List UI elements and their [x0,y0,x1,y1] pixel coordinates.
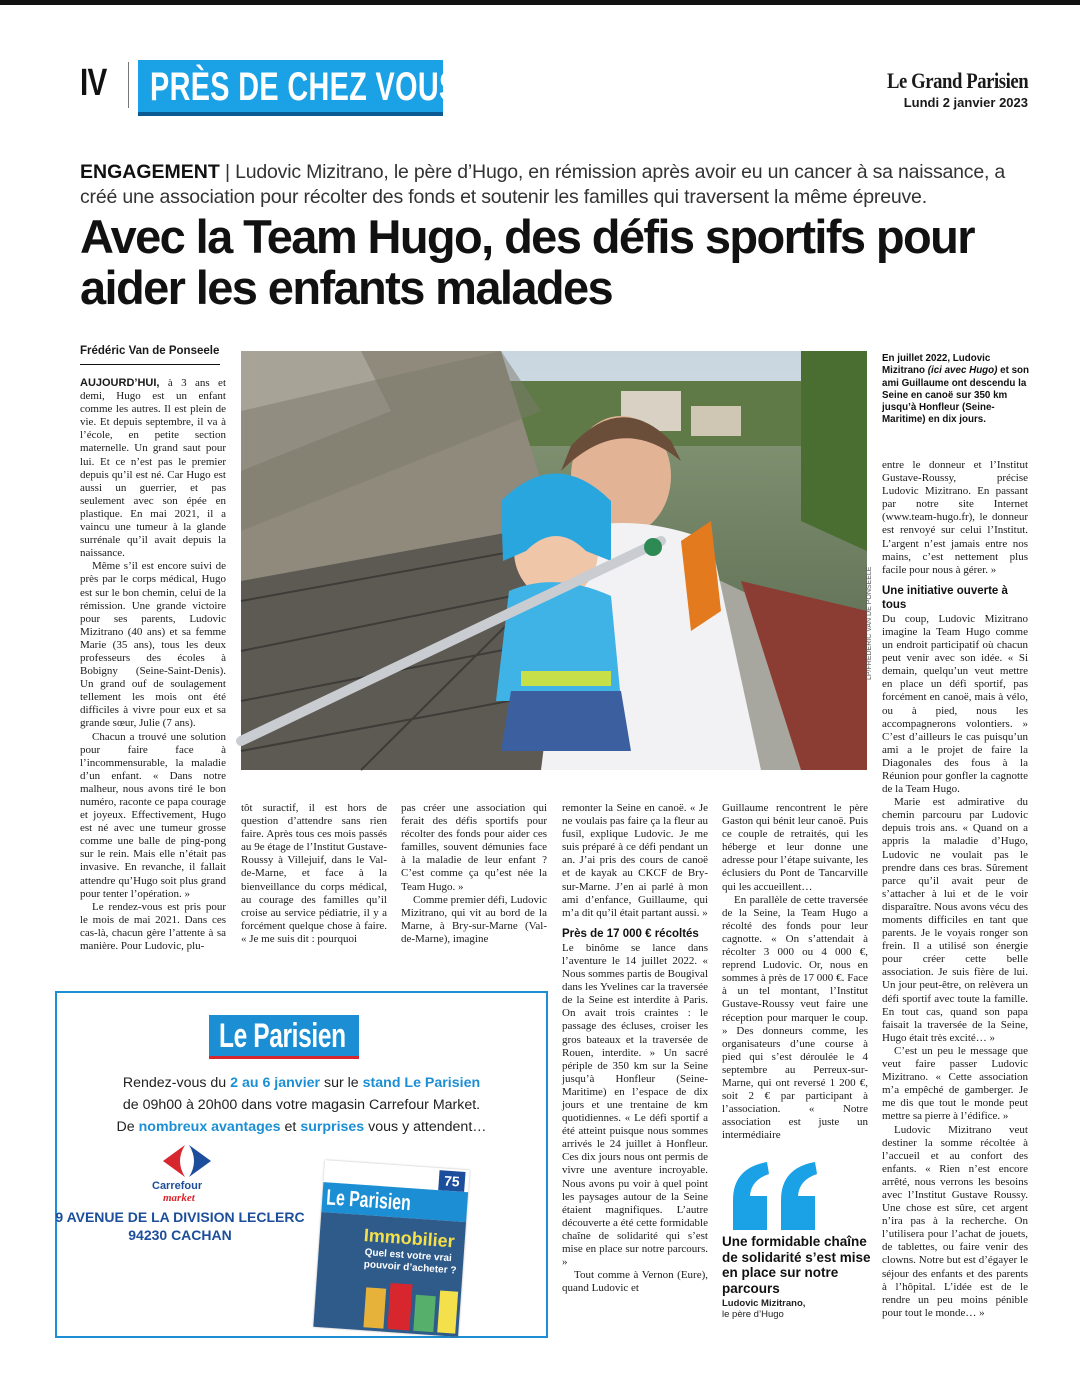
quote-mark-icon [725,1160,825,1230]
article-kicker [80,160,1040,210]
paragraph: Même s’il est encore suivi de près par le corps médical, Hugo est sur le bon chemin, celui de la rémission. Une grande victoire pour ses parents, Ludovic Mizitrano (40 ans) et sa femme Marie (35 ans), tous les deux professeurs des écoles à Bobigny (Seine-Saint-Denis). Un grand ouf de soulagement tellement les mois ont été difficiles à vivre pour eux et sa grande sœur, Julie (7 ans). [80,560,226,730]
paragraph: Tout comme à Vernon (Eure), quand Ludovic et [562,1269,708,1295]
column-4 [562,802,708,1324]
kicker-keyword: ENGAGEMENT [80,161,220,183]
ad-line-1: Rendez-vous du 2 au 6 janvier sur le stand Le Parisien [122,1075,481,1091]
carrefour-name: Carrefour [152,1180,203,1192]
section-title: PRÈS DE CHEZ VOUS [150,65,459,109]
paragraph: pas créer une association qui ferait des défis sportifs pour récolter des fonds pour aider ces familles, souvent démunies face à la maladie de leur enfant ? C’est comme ça qu’est née la Team Hugo. » [401,802,547,893]
paragraph: Marie est admirative du chemin parcouru par Ludovic depuis trois ans. « Quand on a appris la maladie d’Hugo, Ludovic ne voulait pas le prendre dans ces bras. Sûrement parce qu’il avait peur de s’attacher à lui et de le voir disparaître. Nous avons vécu des moments difficiles en tant que parents. Je le voyais ronger son frein. Il a utilisé son énergie pour créer cette belle association. Je suis fière de lui. Un jour peut-être, on relèvera un défi sportif avec toute la famille. En tout cas, quand son papa faisait la traversée de la Seine, Hugo était très excité… » [882,796,1028,1044]
store-address-line-2: 94230 CACHAN [128,1227,232,1243]
cover-headline: Immobilier [363,1225,456,1252]
paragraph: tôt suractif, il est hors de question d’attendre sans rien faire. Après tous ces mois passés au 9e étage de l’Institut Gustave-Roussy à Villejuif, dans le Val-de-Marne, et face à la bienveillance du corps médical, au courage des familles qu’il croise au service pédiatrie, il y a forcément quelque chose à faire. « Je me suis dit : pourquoi [241,802,387,945]
column-2 [241,802,387,954]
article-byline: Frédéric Van de Ponseele [80,345,220,365]
carrefour-advertisement[interactable] [55,991,548,1338]
paragraph: Guillaume rencontrent le père Gaston qui bénit leur canoë. Puis ce couple de retraités, qui les héberge et leur donne une adresse pour l’étape suivante, les éclusiers du Pont de Tancarville qui les accueillent… [722,802,868,893]
masthead [862,68,1028,110]
article-headline: Avec la Team Hugo, des défis sportifs pour aider les enfants malades [80,210,974,314]
store-address-line-1: 9 AVENUE DE LA DIVISION LECLERC [55,1209,305,1225]
column-3 [401,802,547,954]
newspaper-brand: Le Grand Parisien [886,68,1028,93]
paragraph: C’est un peu le message que veut faire passer Ludovic Mizitrano. « Cette association m’a empêché de gamberger. Je me dis que tout le monde peut mettre sa pierre à l’édifice. » [882,1044,1028,1123]
paragraph: AUJOURD’HUI, à 3 ans et demi, Hugo est un enfant comme les autres. Il est plein de vie. Et depuis septembre, il va à l’école, en petite section maternelle. Un grand saut pour lui. Et ce n’est pas le premier depuis qu’il est né. Car Hugo est aussi un guerrier, et pas seulement avec son épée en plastique. En mai 2021, il a vaincu une tumeur à la glande surrénale qu’il avait depuis la naissance. [80,377,226,560]
lead-word: AUJOURD’HUI, [80,377,160,389]
cover-price: 75 [438,1170,465,1192]
canoe-photo-illustration [241,351,867,770]
folio-separator [128,62,129,108]
ad-line-2: de 09h00 à 20h00 dans votre magasin Carrefour Market. [122,1097,481,1113]
le-parisien-logo: Le Parisien [209,1015,359,1059]
subhead-initiative: Une initiative ouverte à tous [882,584,1008,611]
paragraph: Le rendez-vous est pris pour le mois de mai 2021. Dans ces cas-là, chacun gère l’attente à sa manière. Pour Ludovic, plu- [80,900,226,953]
paragraph: Le binôme se lance dans l’aventure le 14 juillet 2022. « Nous sommes partis de Bougival dans les Yvelines car la traversée de la Seine est interdite à Paris. On avait trois craintes : le passage des écluses, croiser les gros bateaux et la traversée de Rouen, interdite. » Un sacré périple de 350 km sur la Seine jusqu’à Honfleur (Seine-Maritime) en l’espace de dix jours et une trentaine de km quotidiennes. « Le défi sportif a été atteint puisque nous sommes arrivés le 24 juillet à Honfleur. Ces dix jours nous ont permis de vivre une aventure incroyable. Nous avons pu voir à quel point les paysages autour de la Seine étaient magnifiques. L’autre découverte a été cette formidable chaîne de solidarité qui s’est mise en place sur notre parcours. » [562,941,708,1269]
column-6 [882,459,1028,1325]
kicker-text: | Ludovic Mizitrano, le père d’Hugo, en rémission après avoir eu un cancer à sa naissance, a créé une association pour récolter des fonds et soutenir les familles qui traversent la même épreuve. [80,161,1006,208]
column-5 [722,802,868,1142]
subhead-funds: Près de 17 000 € récoltés [562,927,699,940]
paragraph: Chacun a trouvé une solution pour faire face à l’incommensurable, la maladie d’un enfant. « Dans notre malheur, nous avons tiré le bon numéro, raconte ce papa courage et joyeux. Effectivement, Hugo est né avec une tumeur grosse comme une balle de ping-pong sur le rein. Mais elle n’était pas invasive. En revanche, il fallait attendre qu’Hugo soit plus grand pour tenter l’opération. » [80,730,226,900]
photo-caption: En juillet 2022, Ludovic Mizitrano (ici avec Hugo) et son ami Guillaume ont descendu la Seine en canoë sur 350 km jusqu’à Honfleur (Seine-Maritime) en dix jours. [882,353,1030,426]
paragraph: Comme premier défi, Ludovic Mizitrano, qui vit au bord de la Marne, à Bry-sur-Marne (Val-de-Marne), imagine [401,893,547,945]
carrefour-market: market [163,1192,195,1204]
pull-quote-author: Ludovic Mizitrano, le père d’Hugo [722,1298,806,1320]
article-photo [241,351,867,770]
ad-line-3: De nombreux avantages et surprises vous y attendent… [116,1119,487,1135]
paragraph: entre le donneur et l’Institut Gustave-Roussy, précise Ludovic Mizitrano. En passant par notre site Internet (www.team-hugo.fr), le donneur est renvoyé sur celui l’Institut. L’argent n’est jamais entre nos mains, c’est nettement plus facile pour nous à gérer. » [882,459,1028,576]
cover-title: Le Parisien [325,1184,412,1216]
section-banner [138,60,459,116]
top-rule [0,0,1080,5]
paragraph: remonter la Seine en canoë. « Je ne voulais pas faire ça la fleur au fusil, explique Ludovic. Je me suis préparé à ce défi pendant un an. J’ai pris des cours de canoë et de kayak au CKCF de Bry-sur-Marne. J’en ai parlé à mon ami d’enfance, Guillaume, qui m’a dit qu’il était partant aussi. » [562,802,708,919]
pull-quote-text: Une formidable chaîne de solidarité s’est mise en place sur notre parcours [722,1234,871,1296]
paragraph: En parallèle de cette traversée de la Seine, la Team Hugo a récolté des fonds pour leur cagnotte. « On s’attendait à récolter 3 000 ou 4 000 €, reprend Ludovic. Or, nous en sommes à près de 17 000 €. Face à un tel montant, l’Institut Gustave-Roussy veut faire une réception pour marquer le coup. » Des donneurs comme, les organisateurs d’une course à pied qui s’est déroulée le 4 septembre au Perreux-sur-Marne, qui ont reversé 1 200 €, soit 2 € par participant à l’association. « Notre association est juste un intermédiaire [722,893,868,1142]
cover-subheadline: Quel est votre vrai pouvoir d’acheter ? [363,1247,457,1277]
issue-date: Lundi 2 janvier 2023 [903,95,1028,110]
paragraph: Ludovic Mizitrano veut destiner la somme récoltée à l’accueil et au confort des enfants. « Rien n’est encore arrêté, nous verrons les besoins avec l’Institut Gustave Roussy. Une chose est sûre, cet argent n’ira pas à la recherche. On l’utilisera pour l’achat de jouets, de tablettes, ou faire venir des clowns. Notre but est d’égayer le séjour des enfants et des parents à l’hôpital. L’idée est de le rendre un peu moins pénible pour tout le monde… » [882,1123,1028,1319]
newspaper-cover-image [313,1160,469,1337]
paragraph: Du coup, Ludovic Mizitrano imagine la Team Hugo comme un endroit participatif où chacun peut venir avec son idée. « Si demain, quelqu’un veut mettre en place un défi sportif, pas forcément en canoë, mais à vélo, ou à pied, nous les accompagnerons volontiers. » C’est d’ailleurs le cas puisqu’un ami a le projet de faire la Diagonales des fous à la Réunion pour gonfler la cagnotte de la Team Hugo. [882,612,1028,796]
column-1 [80,377,226,951]
photo-credit: LP/FRÉDÉRIC VAN DE PONSEELE [866,566,873,680]
page-folio: IV [80,62,107,104]
